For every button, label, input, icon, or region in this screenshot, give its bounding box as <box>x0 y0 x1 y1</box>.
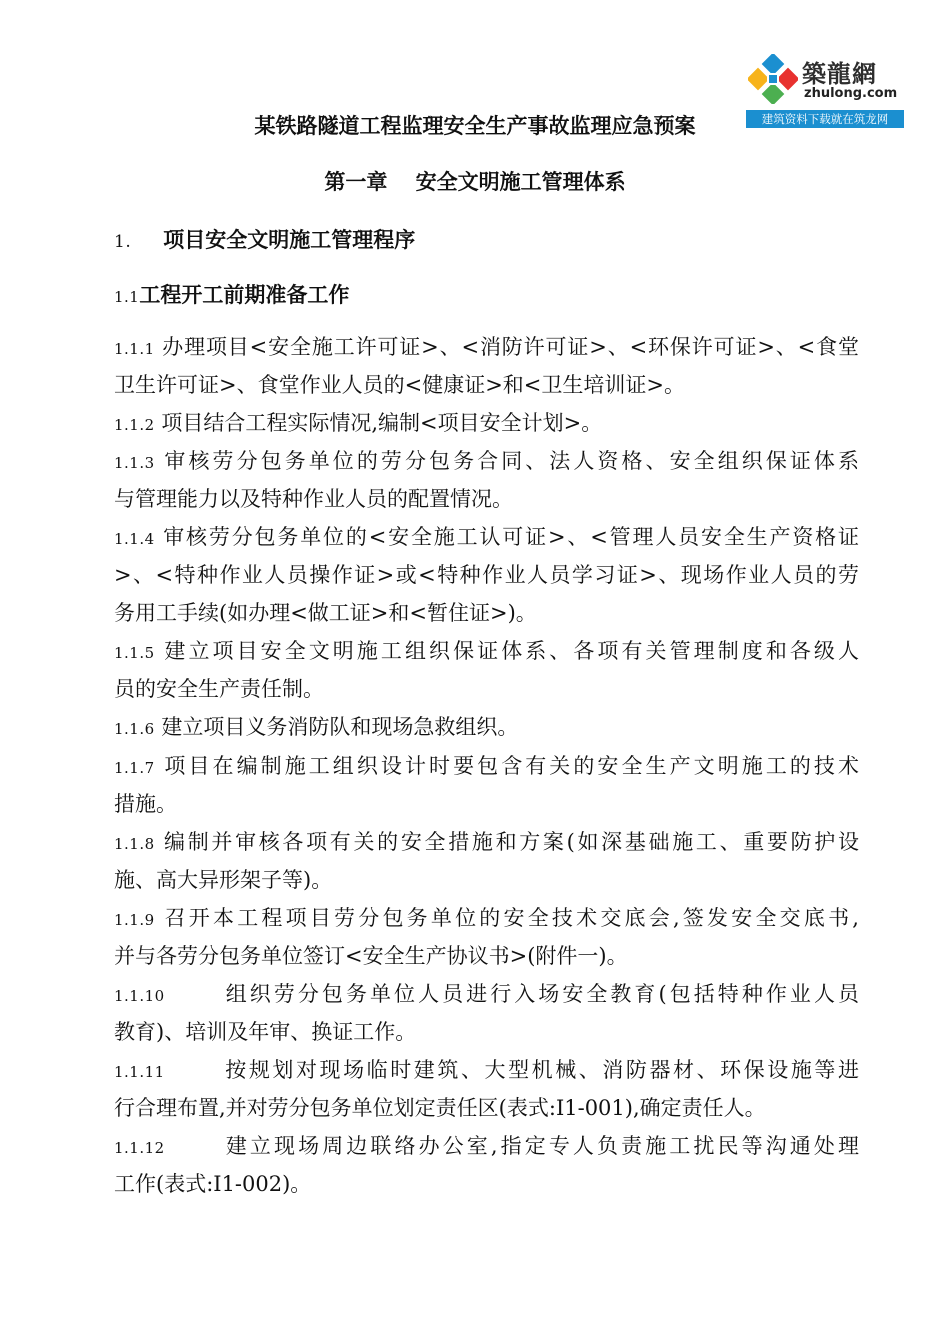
clause-number: 1.1.9 <box>114 911 155 929</box>
paragraph-line: 与管理能力以及特种作业人员的配置情况。 <box>114 487 513 511</box>
clause-text: 项目结合工程实际情况,编制<项目安全计划>。 <box>161 411 603 435</box>
paragraph-first-line <box>114 632 859 670</box>
paragraph-1-1-7 <box>114 747 859 823</box>
paragraph-first-line <box>114 975 859 1013</box>
paragraph-line: 教育)、培训及年审、换证工作。 <box>114 1020 417 1044</box>
clause-text: 项目在编制施工组织设计时要包含有关的安全生产文明施工的技术 <box>164 754 859 778</box>
clause-number: 1.1.5 <box>114 644 155 662</box>
clause-number: 1.1.8 <box>114 835 155 853</box>
paragraph-first-line <box>114 708 859 746</box>
clause-number: 1.1.1 <box>114 340 155 358</box>
paragraph-line: 工作(表式:Ⅰ1-002)。 <box>114 1172 312 1196</box>
paragraph-first-line <box>114 747 859 785</box>
clause-text: 编制并审核各项有关的安全措施和方案(如深基础施工、重要防护设 <box>164 830 859 854</box>
clause-number: 1.1.7 <box>114 759 155 777</box>
document-title: 某铁路隧道工程监理安全生产事故监理应急预案 <box>254 113 696 138</box>
clause-text: 召开本工程项目劳分包务单位的安全技术交底会,签发安全交底书, <box>164 906 859 930</box>
logo-slogan: 建筑资料下载就在筑龙网 <box>746 110 904 128</box>
paragraph-1-1-10 <box>114 975 859 1051</box>
paragraph-first-line <box>114 442 859 480</box>
paragraph-line: 措施。 <box>114 792 177 816</box>
subsection-heading <box>114 279 349 309</box>
subsection-label: 工程开工前期准备工作 <box>139 282 350 307</box>
clause-text: 办理项目<安全施工许可证>、<消防许可证>、<环保许可证>、<食堂 <box>162 335 859 359</box>
paragraph-1-1-9 <box>114 899 859 975</box>
paragraph-1-1-11 <box>114 1051 859 1127</box>
paragraph-first-line <box>114 1051 859 1089</box>
paragraph-first-line <box>114 899 859 937</box>
clause-number: 1.1.6 <box>114 720 155 738</box>
paragraph-line: 施、高大异形架子等)。 <box>114 868 333 892</box>
clause-text: 建立项目安全文明施工组织保证体系、各项有关管理制度和各级人 <box>164 639 859 663</box>
paragraph-1-1-5 <box>114 632 859 708</box>
logo-domain: zhulong.com <box>804 86 898 101</box>
paragraph-1-1-8 <box>114 823 859 899</box>
section-label: 项目安全文明施工管理程序 <box>163 227 416 252</box>
logo-name: 築龍網 <box>802 60 877 88</box>
paragraph-line: 务用工手续(如办理<做工证>和<暂住证>)。 <box>114 601 537 625</box>
paragraph-line: >、<特种作业人员操作证>或<特种作业人员学习证>、现场作业人员的劳 <box>114 563 859 587</box>
section-number: 1. <box>114 232 132 252</box>
paragraph-first-line <box>114 518 859 556</box>
clause-text: 组织劳分包务单位人员进行入场安全教育(包括特种作业人员 <box>222 982 859 1006</box>
paragraph-first-line <box>114 1127 859 1165</box>
clause-text: 按规划对现场临时建筑、大型机械、消防器材、环保设施等进 <box>222 1058 859 1082</box>
paragraph-line: 员的安全生产责任制。 <box>114 677 324 701</box>
section-heading <box>114 224 415 254</box>
clause-number: 1.1.4 <box>114 530 155 548</box>
logo-mark-icon <box>748 54 798 104</box>
subsection-number: 1.1 <box>114 288 140 306</box>
clause-text: 建立现场周边联络办公室,指定专人负责施工扰民等沟通处理 <box>222 1134 859 1158</box>
paragraph-1-1-3 <box>114 442 859 518</box>
paragraph-1-1-2 <box>114 404 859 442</box>
clause-number: 1.1.3 <box>114 454 155 472</box>
clause-number: 1.1.12 <box>114 1139 165 1157</box>
chapter-title: 第一章 安全文明施工管理体系 <box>324 169 626 194</box>
clause-number: 1.1.11 <box>114 1063 165 1081</box>
clause-text: 审核劳分包务单位的劳分包务合同、法人资格、安全组织保证体系 <box>164 449 859 473</box>
clause-number: 1.1.2 <box>114 416 155 434</box>
paragraph-line: 卫生许可证>、食堂作业人员的<健康证>和<卫生培训证>。 <box>114 373 685 397</box>
paragraph-first-line <box>114 404 859 442</box>
paragraph-1-1-12 <box>114 1127 859 1203</box>
paragraph-line: 并与各劳分包务单位签订<安全生产协议书>(附件一)。 <box>114 944 628 968</box>
clause-text: 建立项目义务消防队和现场急救组织。 <box>161 715 519 739</box>
paragraph-1-1-6 <box>114 708 859 746</box>
clause-text: 审核劳分包务单位的<安全施工认可证>、<管理人员安全生产资格证 <box>163 525 859 549</box>
clause-number: 1.1.10 <box>114 987 165 1005</box>
paragraph-line: 行合理布置,并对劳分包务单位划定责任区(表式:Ⅰ1-001),确定责任人。 <box>114 1096 766 1120</box>
paragraph-first-line <box>114 823 859 861</box>
paragraph-1-1-1 <box>114 328 859 404</box>
paragraph-1-1-4 <box>114 518 859 632</box>
paragraph-first-line <box>114 328 859 366</box>
